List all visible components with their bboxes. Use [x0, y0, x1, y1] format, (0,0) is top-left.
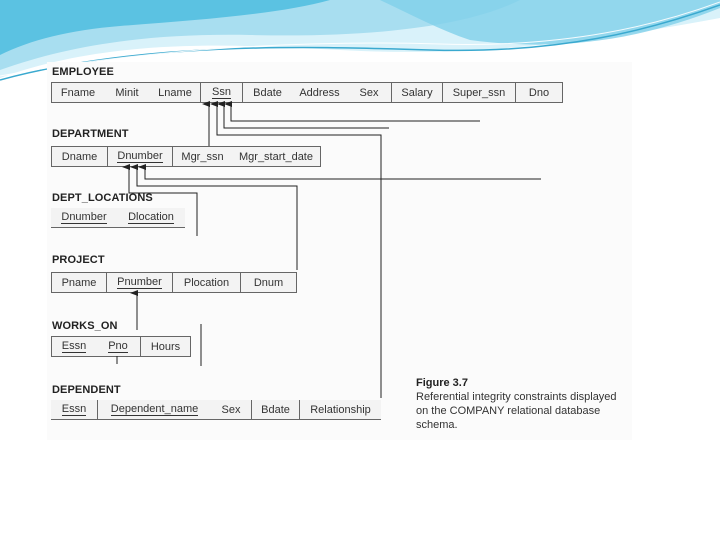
caption-line: on the COMPANY relational database [416, 405, 601, 417]
attribute-label: Dnumber [61, 211, 107, 223]
attribute-dependent-name-pk [97, 400, 211, 419]
relation-name-works-on: WORKS_ON [52, 320, 118, 332]
relation-name-project: PROJECT [52, 254, 105, 266]
attribute-label: Essn [61, 403, 87, 415]
attribute-dno: Dno [515, 83, 562, 102]
attribute-label: Dlocation [128, 211, 174, 223]
caption-line: schema. [416, 419, 458, 431]
attribute-bdate: Bdate [251, 400, 299, 419]
relation-department [51, 146, 321, 167]
attribute-mgr-start-date: Mgr_start_date [239, 150, 313, 163]
relation-name-dept-locations: DEPT_LOCATIONS [52, 192, 153, 204]
attribute-dlocation-pk [117, 208, 185, 227]
relation-project [51, 272, 297, 293]
attribute-dnumber-pk [107, 147, 172, 166]
attribute-plocation: Plocation [172, 273, 240, 292]
attribute-essn-pk [52, 337, 96, 356]
attribute-salary: Salary [391, 83, 442, 102]
figure-caption [416, 376, 631, 432]
attribute-ssn-pk [200, 83, 242, 102]
relation-works-on [51, 336, 191, 357]
relation-name-dependent: DEPENDENT [52, 384, 121, 396]
attribute-fname: Fname [60, 86, 96, 99]
attribute-label: Dependent_name [110, 403, 199, 415]
attribute-relationship: Relationship [299, 400, 381, 419]
figure-number: Figure 3.7 [416, 377, 468, 389]
attribute-dname: Dname [61, 150, 98, 163]
relation-dept-locations [51, 208, 185, 228]
attribute-hours: Hours [140, 337, 190, 356]
attribute-bdate: Bdate [242, 83, 292, 102]
attribute-sex: Sex [221, 403, 241, 416]
attribute-label: Essn [61, 340, 87, 352]
relation-dependent [51, 400, 381, 420]
attribute-mgr-ssn: Mgr_ssn [172, 147, 232, 166]
attribute-label: Dnumber [117, 150, 163, 162]
attribute-lname: Lname [158, 86, 192, 99]
attribute-pnumber-pk [106, 273, 172, 292]
relation-name-department: DEPARTMENT [52, 128, 129, 140]
attribute-essn-pk [51, 400, 97, 419]
attribute-label: Ssn [212, 86, 231, 98]
attribute-minit: Minit [115, 86, 139, 99]
attribute-dnum: Dnum [240, 273, 296, 292]
attribute-pno-pk [96, 337, 140, 356]
attribute-label: Pno [108, 340, 128, 352]
attribute-label: Pnumber [117, 276, 162, 288]
caption-line: Referential integrity constraints displayed [416, 391, 617, 403]
attribute-dnumber-pk [51, 208, 117, 227]
attribute-address: Address [299, 86, 340, 99]
attribute-pname: Pname [61, 276, 97, 289]
attribute-sex: Sex [359, 86, 379, 99]
relation-employee [51, 82, 563, 103]
attribute-super-ssn: Super_ssn [442, 83, 515, 102]
relation-name-employee: EMPLOYEE [52, 66, 114, 78]
